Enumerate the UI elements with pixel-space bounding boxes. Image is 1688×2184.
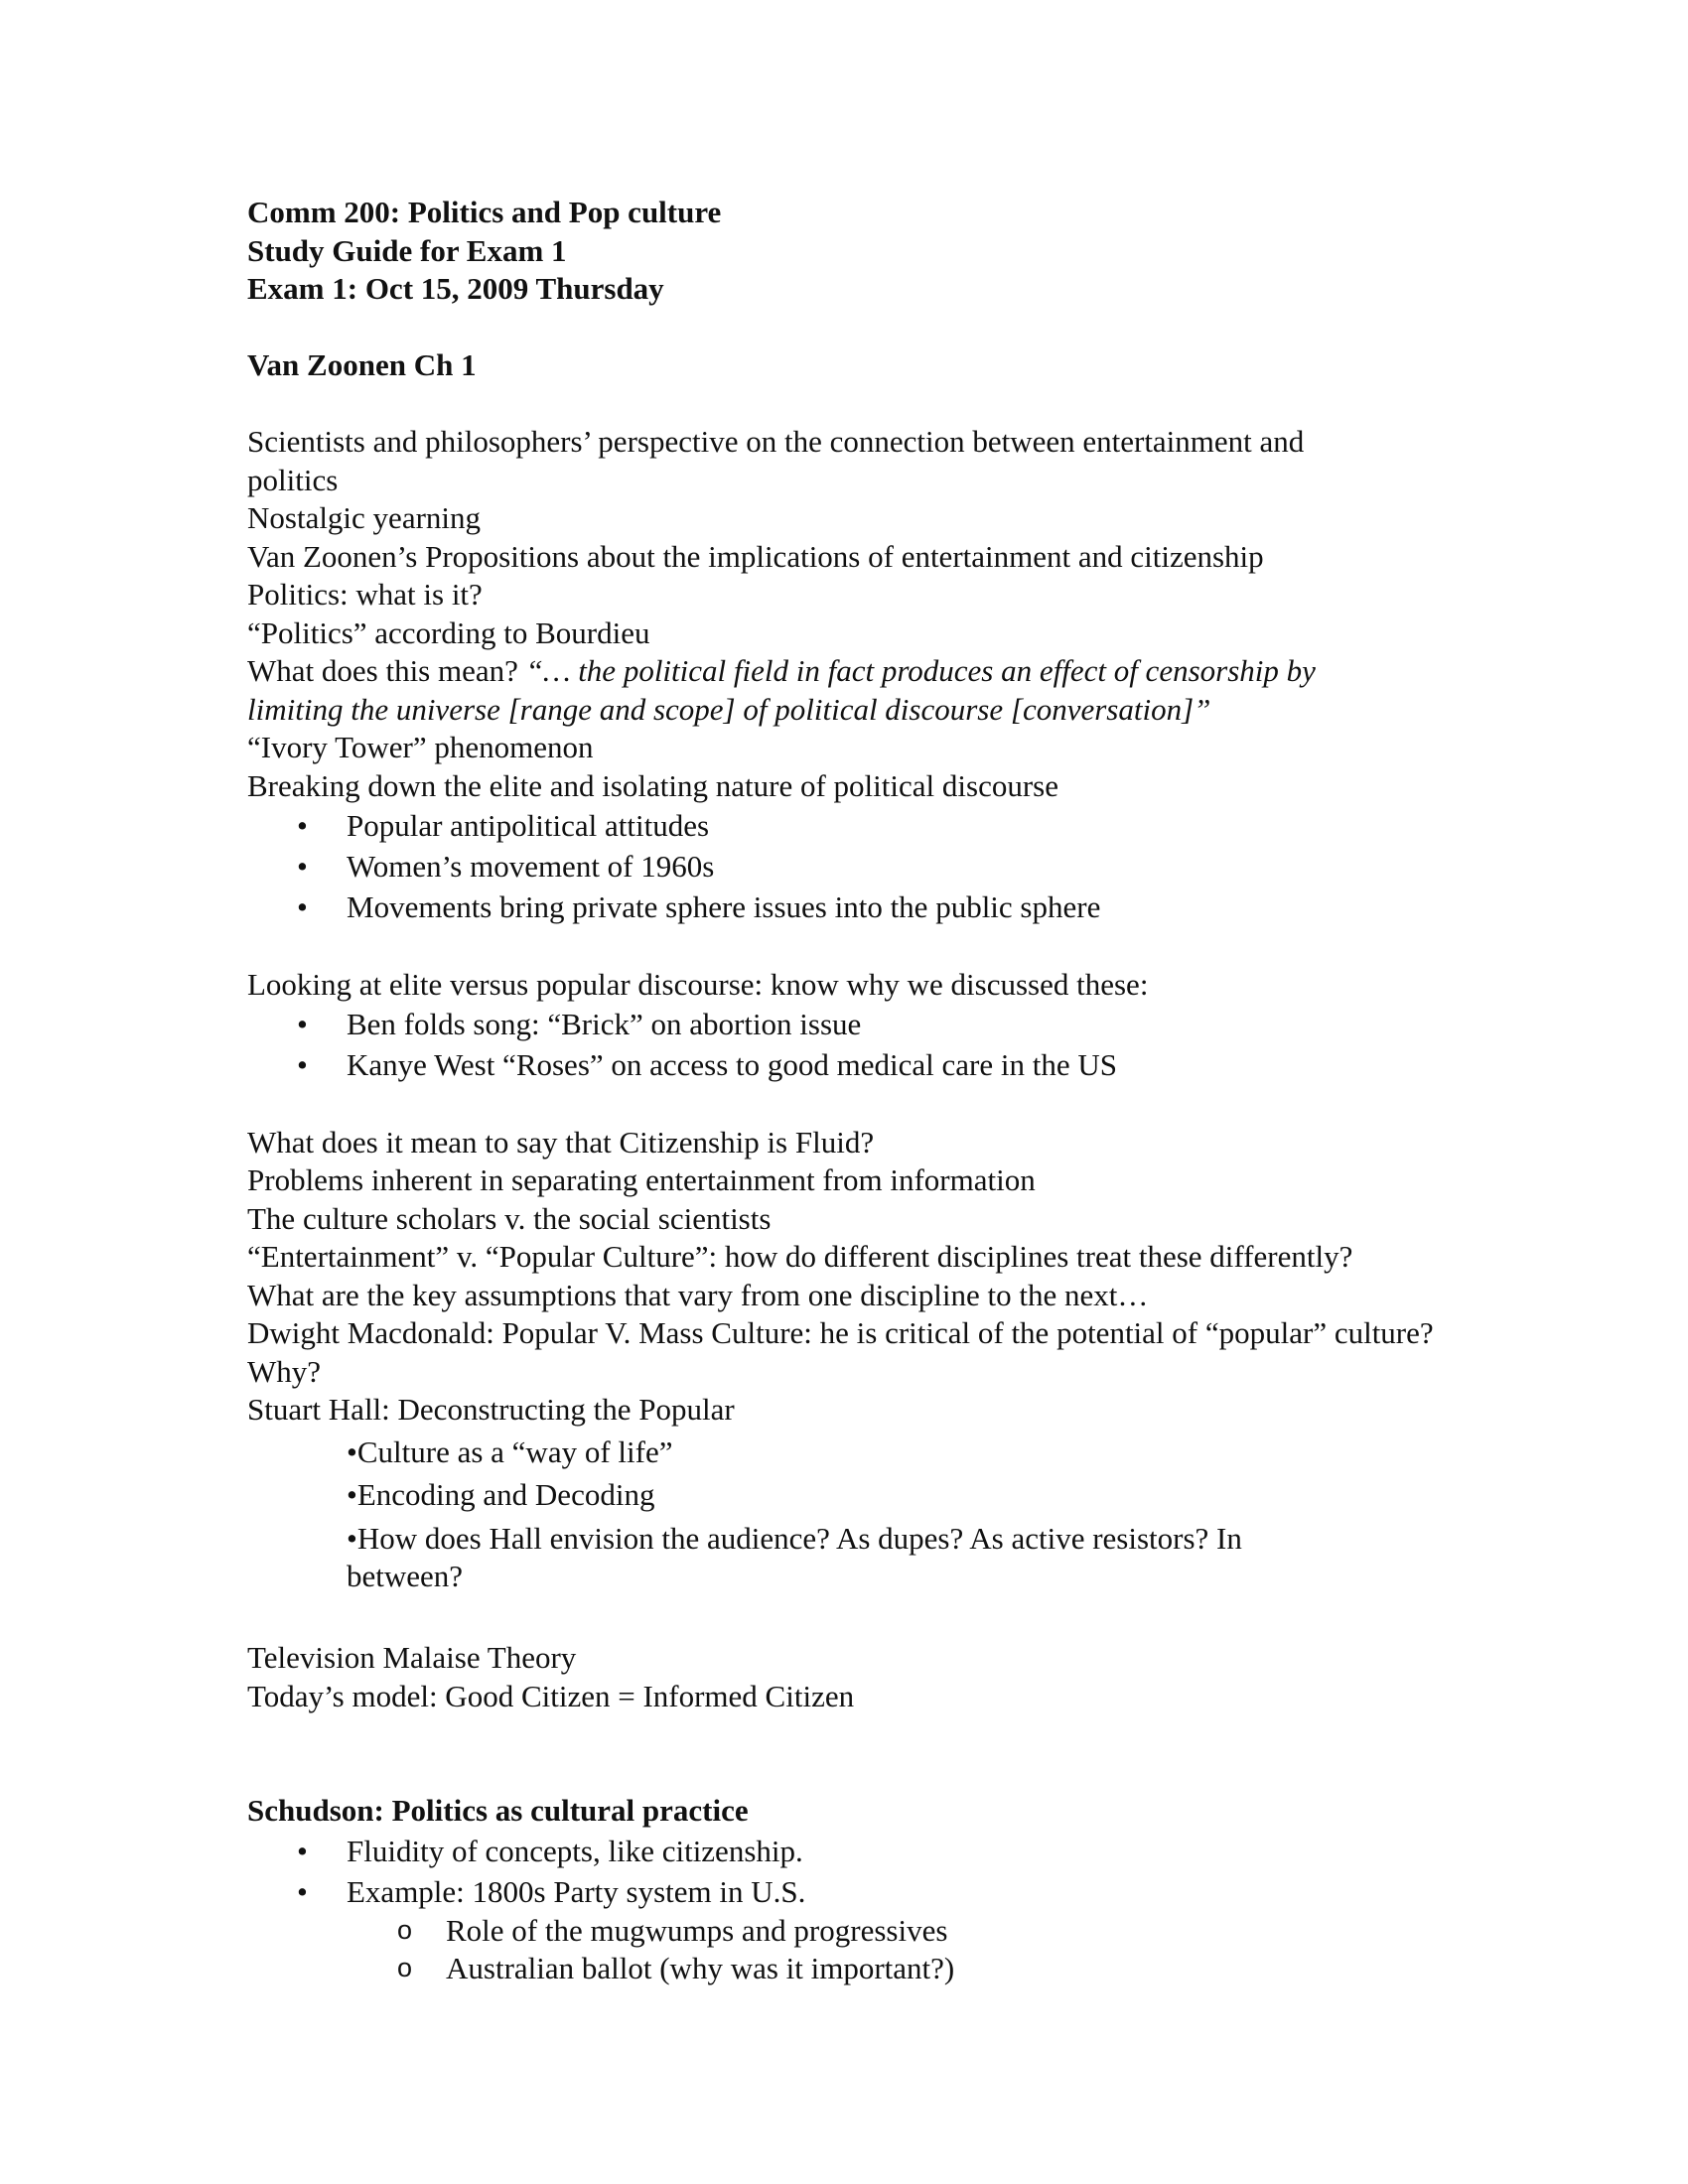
list-item: o Role of the mugwumps and progressives	[247, 1912, 1498, 1951]
list-item: • Example: 1800s Party system in U.S.	[247, 1871, 1498, 1912]
list-item: • Kanye West “Roses” on access to good medical care in the US	[247, 1044, 1498, 1085]
list-item: • Ben folds song: “Brick” on abortion issue	[247, 1004, 1498, 1044]
list-item: • Women’s movement of 1960s	[247, 846, 1498, 887]
bourdieu-quote: “… the political field in fact produces an effect of censorship by limiting the universe [range and scope] of political discourse [conversation]”	[247, 653, 1316, 727]
list-item: • Fluidity of concepts, like citizenship.	[247, 1831, 1498, 1871]
text-line: Scientists and philosophers’ perspective on the connection between entertainment and politics	[247, 424, 1305, 497]
text-line: “Politics” according to Bourdieu	[247, 614, 650, 650]
text-line: What does it mean to say that Citizenship is Fluid?	[247, 1124, 875, 1160]
text-line: Television Malaise Theory	[247, 1640, 577, 1675]
exam-date: Exam 1: Oct 15, 2009 Thursday	[247, 271, 664, 306]
text-line: “Entertainment” v. “Popular Culture”: how do different disciplines treat these differently? What are the key assumptions that vary from one discipline to the next…	[247, 1239, 1353, 1312]
section-heading-van-zoonen: Van Zoonen Ch 1	[247, 347, 477, 382]
list-item: •How does Hall envision the audience? As dupes? As active resistors? In between?	[347, 1520, 1242, 1593]
text-line: Politics: what is it?	[247, 577, 483, 612]
text-line: Dwight Macdonald: Popular V. Mass Culture: he is critical of the potential of “popular” culture? Why?	[247, 1315, 1434, 1389]
elite-intro: Looking at elite versus popular discourse: know why we discussed these:	[247, 966, 1149, 1002]
list-item: •Culture as a “way of life”	[347, 1433, 673, 1469]
text-line: Problems inherent in separating entertainment from information	[247, 1162, 1036, 1197]
bullet-list	[247, 1004, 1498, 1085]
list-item: •Encoding and Decoding	[347, 1477, 655, 1512]
text-line: “Ivory Tower” phenomenon	[247, 730, 594, 764]
list-item: • Popular antipolitical attitudes	[247, 805, 1498, 846]
list-item: o Australian ballot (why was it important?)	[247, 1950, 1498, 1988]
hall-list	[347, 1433, 1498, 1596]
text-line: Breaking down the elite and isolating nature of political discourse	[247, 767, 1058, 803]
course-title: Comm 200: Politics and Pop culture	[247, 195, 722, 229]
document-page	[247, 194, 1498, 1988]
sub-bullet-list	[247, 1912, 1498, 1988]
list-item: • Movements bring private sphere issues into the public sphere	[247, 887, 1498, 927]
question-prefix: What does this mean?	[247, 653, 526, 688]
text-line: Van Zoonen’s Propositions about the implications of entertainment and citizenship	[247, 538, 1264, 574]
bullet-list	[247, 805, 1498, 927]
bourdieu-question	[247, 652, 1419, 729]
guide-title: Study Guide for Exam 1	[247, 232, 567, 268]
text-line: The culture scholars v. the social scientists	[247, 1200, 772, 1236]
text-line: Today’s model: Good Citizen = Informed Citizen	[247, 1678, 855, 1713]
section-heading-schudson: Schudson: Politics as cultural practice	[247, 1793, 749, 1828]
text-line: Stuart Hall: Deconstructing the Popular	[247, 1392, 735, 1427]
bullet-list	[247, 1831, 1498, 1912]
text-line: Nostalgic yearning	[247, 500, 482, 535]
